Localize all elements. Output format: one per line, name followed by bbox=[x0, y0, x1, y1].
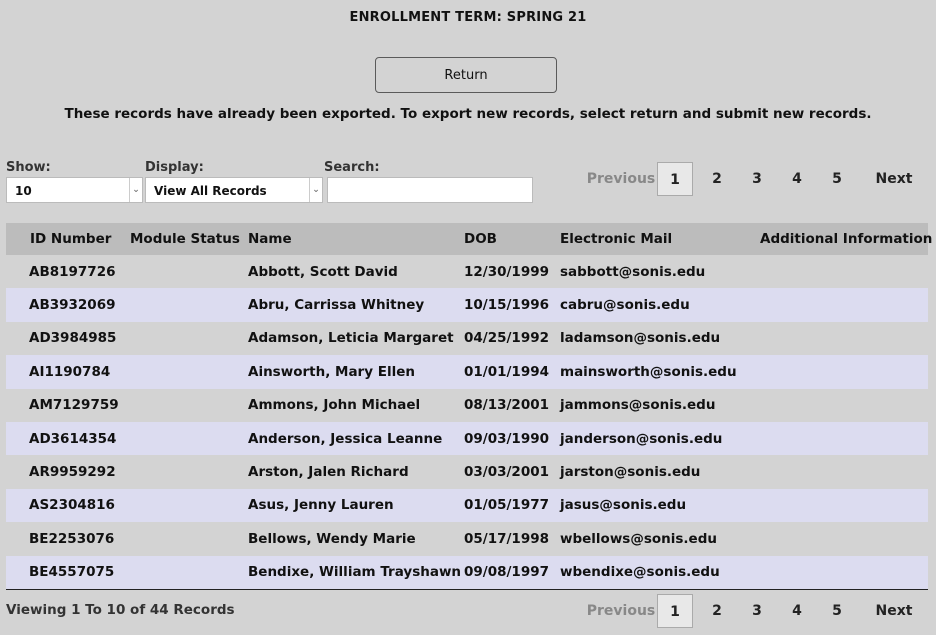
page-1-link[interactable]: 1 bbox=[657, 594, 693, 628]
cell-email: wbellows@sonis.edu bbox=[560, 530, 717, 547]
page-4-link[interactable]: 4 bbox=[792, 603, 802, 619]
cell-module-status bbox=[124, 322, 242, 355]
column-header-additional-information[interactable]: Additional Information bbox=[754, 223, 928, 255]
cell-module-status bbox=[124, 556, 242, 590]
page-5-link[interactable]: 5 bbox=[832, 603, 842, 619]
cell-module-status bbox=[124, 455, 242, 488]
table-row[interactable] bbox=[6, 522, 928, 555]
cell-id-number: AD3984985 bbox=[29, 330, 117, 347]
chevron-down-icon: ⌄ bbox=[309, 178, 322, 202]
cell-additional-information bbox=[754, 288, 928, 321]
table-row[interactable] bbox=[6, 288, 928, 321]
export-notice: These records have already been exported. To export new records, select return and submit new records. bbox=[64, 106, 872, 122]
previous-page-link[interactable]: Previous bbox=[586, 171, 656, 187]
cell-email: jasus@sonis.edu bbox=[554, 489, 754, 522]
cell-dob: 01/05/1977 bbox=[458, 489, 554, 522]
cell-name: Abbott, Scott David bbox=[248, 263, 398, 280]
page-3-link[interactable]: 3 bbox=[752, 603, 762, 619]
cell-dob: 03/03/2001 bbox=[464, 464, 550, 481]
search-label: Search: bbox=[324, 160, 380, 175]
table-row[interactable] bbox=[6, 422, 928, 455]
cell-id-number: AI1190784 bbox=[6, 355, 124, 388]
cell-additional-information bbox=[754, 556, 928, 590]
display-label: Display: bbox=[145, 160, 204, 175]
cell-name: Asus, Jenny Lauren bbox=[242, 489, 458, 522]
cell-name: Ainsworth, Mary Ellen bbox=[242, 355, 458, 388]
cell-name: Ammons, John Michael bbox=[248, 397, 421, 414]
cell-id-number: AB8197726 bbox=[29, 263, 116, 280]
previous-page-link[interactable]: Previous bbox=[586, 603, 656, 619]
cell-additional-information bbox=[754, 355, 928, 388]
cell-dob: 10/15/1996 bbox=[458, 288, 554, 321]
cell-name: Bendixe, William Trayshawn bbox=[242, 556, 458, 590]
chevron-down-icon: ⌄ bbox=[129, 178, 142, 202]
cell-module-status bbox=[124, 489, 242, 522]
pagination-top bbox=[585, 161, 925, 197]
return-button[interactable]: Return bbox=[375, 57, 557, 93]
next-page-link[interactable]: Next bbox=[875, 171, 913, 187]
table-row[interactable] bbox=[6, 455, 928, 488]
show-select[interactable] bbox=[6, 177, 143, 203]
cell-dob: 09/08/1997 bbox=[458, 556, 554, 590]
page-3-link[interactable]: 3 bbox=[752, 171, 762, 187]
cell-dob: 04/25/1992 bbox=[464, 330, 550, 347]
records-count: Viewing 1 To 10 of 44 Records bbox=[6, 602, 235, 618]
show-select-value: 10 bbox=[15, 184, 32, 198]
cell-name: Adamson, Leticia Margaret bbox=[248, 330, 454, 347]
cell-additional-information bbox=[754, 489, 928, 522]
cell-email: mainsworth@sonis.edu bbox=[554, 355, 754, 388]
cell-email: ladamson@sonis.edu bbox=[560, 330, 721, 347]
table-row[interactable] bbox=[6, 322, 928, 355]
cell-name: Anderson, Jessica Leanne bbox=[242, 422, 458, 455]
page-1-link[interactable]: 1 bbox=[657, 162, 693, 196]
cell-dob: 01/01/1994 bbox=[458, 355, 554, 388]
cell-email: wbendixe@sonis.edu bbox=[554, 556, 754, 590]
cell-dob: 05/17/1998 bbox=[464, 530, 550, 547]
cell-email: jammons@sonis.edu bbox=[560, 397, 716, 414]
cell-id-number: AR9959292 bbox=[29, 464, 116, 481]
table-row[interactable] bbox=[6, 489, 928, 522]
page-2-link[interactable]: 2 bbox=[712, 603, 722, 619]
column-header-module-status[interactable]: Module Status bbox=[124, 223, 242, 255]
cell-id-number: BE2253076 bbox=[29, 530, 115, 547]
enrollment-term-title: ENROLLMENT TERM: SPRING 21 bbox=[349, 10, 587, 25]
cell-additional-information bbox=[754, 255, 928, 288]
table-row[interactable] bbox=[6, 389, 928, 422]
cell-module-status bbox=[124, 355, 242, 388]
pagination-bottom bbox=[585, 593, 925, 629]
cell-email: jarston@sonis.edu bbox=[560, 464, 701, 481]
cell-name: Bellows, Wendy Marie bbox=[248, 530, 416, 547]
cell-id-number: AS2304816 bbox=[6, 489, 124, 522]
cell-module-status bbox=[124, 389, 242, 422]
column-header-electronic-mail[interactable]: Electronic Mail bbox=[554, 223, 754, 255]
page-4-link[interactable]: 4 bbox=[792, 171, 802, 187]
cell-name: Abru, Carrissa Whitney bbox=[242, 288, 458, 321]
cell-module-status bbox=[124, 522, 242, 555]
cell-email: janderson@sonis.edu bbox=[554, 422, 754, 455]
table-row[interactable] bbox=[6, 255, 928, 288]
cell-dob: 12/30/1999 bbox=[464, 263, 550, 280]
show-label: Show: bbox=[6, 160, 51, 175]
cell-id-number: AM7129759 bbox=[29, 397, 119, 414]
cell-additional-information bbox=[754, 389, 928, 422]
display-select-value: View All Records bbox=[154, 184, 267, 198]
cell-id-number: BE4557075 bbox=[6, 556, 124, 590]
table-row[interactable] bbox=[6, 556, 928, 590]
cell-additional-information bbox=[754, 422, 928, 455]
cell-module-status bbox=[124, 255, 242, 288]
cell-id-number: AD3614354 bbox=[6, 422, 124, 455]
records-table bbox=[6, 223, 933, 590]
display-select[interactable] bbox=[145, 177, 323, 203]
cell-additional-information bbox=[754, 455, 928, 488]
cell-module-status bbox=[124, 422, 242, 455]
column-header-name[interactable]: Name bbox=[242, 223, 458, 255]
cell-name: Arston, Jalen Richard bbox=[248, 464, 409, 481]
cell-dob: 08/13/2001 bbox=[464, 397, 550, 414]
cell-email: sabbott@sonis.edu bbox=[560, 263, 706, 280]
cell-module-status bbox=[124, 288, 242, 321]
next-page-link[interactable]: Next bbox=[875, 603, 913, 619]
table-header-row bbox=[6, 223, 928, 255]
page-5-link[interactable]: 5 bbox=[832, 171, 842, 187]
cell-id-number: AB3932069 bbox=[6, 288, 124, 321]
cell-dob: 09/03/1990 bbox=[458, 422, 554, 455]
cell-email: cabru@sonis.edu bbox=[554, 288, 754, 321]
search-input[interactable] bbox=[327, 177, 533, 203]
column-header-dob[interactable]: DOB bbox=[458, 223, 554, 255]
table-row[interactable] bbox=[6, 355, 928, 388]
cell-additional-information bbox=[754, 522, 928, 555]
page-2-link[interactable]: 2 bbox=[712, 171, 722, 187]
column-header-id-number[interactable]: ID Number bbox=[6, 223, 124, 255]
cell-additional-information bbox=[754, 322, 928, 355]
